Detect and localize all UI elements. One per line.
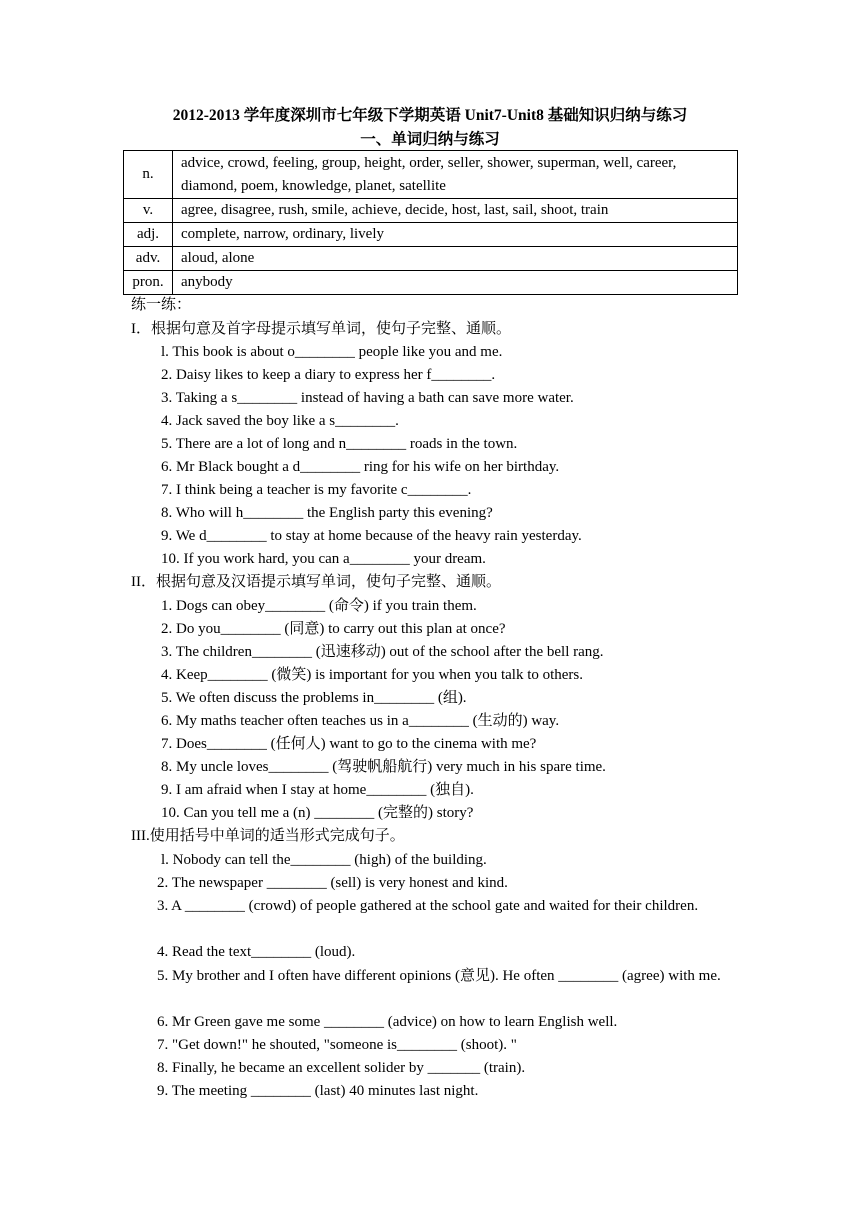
exercise-item: 6. Mr Black bought a d________ ring for his wife on her birthday.: [161, 459, 560, 475]
exercise-item: 4. Jack saved the boy like a s________.: [161, 413, 399, 429]
table-row: [124, 247, 738, 271]
exercise-item: 2. Daisy likes to keep a diary to express her f________.: [161, 367, 496, 383]
exercise-item: 4. Read the text________ (loud).: [157, 944, 356, 960]
exercise-item: 1. Dogs can obey________ (命令) if you train them.: [161, 598, 477, 614]
exercise-item: 8. Finally, he became an excellent solider by _______ (train).: [157, 1060, 526, 1076]
exercise-item: l. Nobody can tell the________ (high) of the building.: [161, 852, 487, 868]
exercise-item: 7. I think being a teacher is my favorite c________.: [161, 482, 472, 498]
exercise-item: 2. Do you________ (同意) to carry out this plan at once?: [161, 621, 506, 637]
exercise-item: 4. Keep________ (微笑) is important for you when you talk to others.: [161, 667, 584, 683]
exercise-item: 5. My brother and I often have different opinions (意见). He often ________ (agree) with me.: [157, 968, 721, 984]
pos-cell: v.: [124, 199, 173, 223]
exercise-item: 6. Mr Green gave me some ________ (advice) on how to learn English well.: [157, 1014, 618, 1030]
document-title: 2012-2013 学年度深圳市七年级下学期英语 Unit7-Unit8 基础知识归纳与练习: [172, 107, 688, 124]
section-3-heading: III.使用括号中单词的适当形式完成句子。: [131, 828, 405, 844]
section-2-heading: II．根据句意及汉语提示填写单词，使句子完整、通顺。: [131, 574, 501, 590]
exercise-item: 6. My maths teacher often teaches us in a________ (生动的) way.: [161, 713, 560, 729]
words-cell: agree, disagree, rush, smile, achieve, decide, host, last, sail, shoot, train: [173, 199, 738, 223]
exercise-item: 7. "Get down!" he shouted, "someone is________ (shoot). ": [157, 1037, 517, 1053]
practice-label: 练一练：: [131, 297, 192, 313]
words-cell: advice, crowd, feeling, group, height, order, seller, shower, superman, well, career, diamond, poem, knowledge, planet, satellite: [173, 151, 738, 199]
pos-cell: adv.: [124, 247, 173, 271]
pos-cell: adj.: [124, 223, 173, 247]
section-1-heading: I．根据句意及首字母提示填写单词，使句子完整、通顺。: [131, 321, 511, 337]
vocabulary-table: [123, 150, 738, 295]
table-row: [124, 271, 738, 295]
exercise-item: 10. Can you tell me a (n) ________ (完整的) story?: [161, 805, 474, 821]
pos-cell: pron.: [124, 271, 173, 295]
exercise-item: 3. The children________ (迅速移动) out of the school after the bell rang.: [161, 644, 604, 660]
section-title: 一、单词归纳与练习: [360, 131, 500, 148]
words-cell: complete, narrow, ordinary, lively: [173, 223, 738, 247]
exercise-item: 8. Who will h________ the English party this evening?: [161, 505, 493, 521]
exercise-item: 3. Taking a s________ instead of having a bath can save more water.: [161, 390, 574, 406]
exercise-item: 5. There are a lot of long and n________ roads in the town.: [161, 436, 518, 452]
exercise-item: 3. A ________ (crowd) of people gathered at the school gate and waited for their children.: [157, 898, 699, 914]
exercise-item: 9. I am afraid when I stay at home________ (独自).: [161, 782, 474, 798]
table-row: [124, 151, 738, 199]
exercise-item: 9. The meeting ________ (last) 40 minutes last night.: [157, 1083, 479, 1099]
exercise-item: 8. My uncle loves________ (驾驶帆船航行) very much in his spare time.: [161, 759, 606, 775]
pos-cell: n.: [124, 151, 173, 199]
exercise-item: 2. The newspaper ________ (sell) is very honest and kind.: [157, 875, 508, 891]
words-cell: aloud, alone: [173, 247, 738, 271]
exercise-item: 5. We often discuss the problems in________ (组).: [161, 690, 467, 706]
exercise-item: 9. We d________ to stay at home because of the heavy rain yesterday.: [161, 528, 582, 544]
exercise-item: 10. If you work hard, you can a________ your dream.: [161, 551, 486, 567]
table-row: [124, 199, 738, 223]
exercise-item: 7. Does________ (任何人) want to go to the cinema with me?: [161, 736, 537, 752]
exercise-item: l. This book is about o________ people like you and me.: [161, 344, 503, 360]
table-row: [124, 223, 738, 247]
words-cell: anybody: [173, 271, 738, 295]
